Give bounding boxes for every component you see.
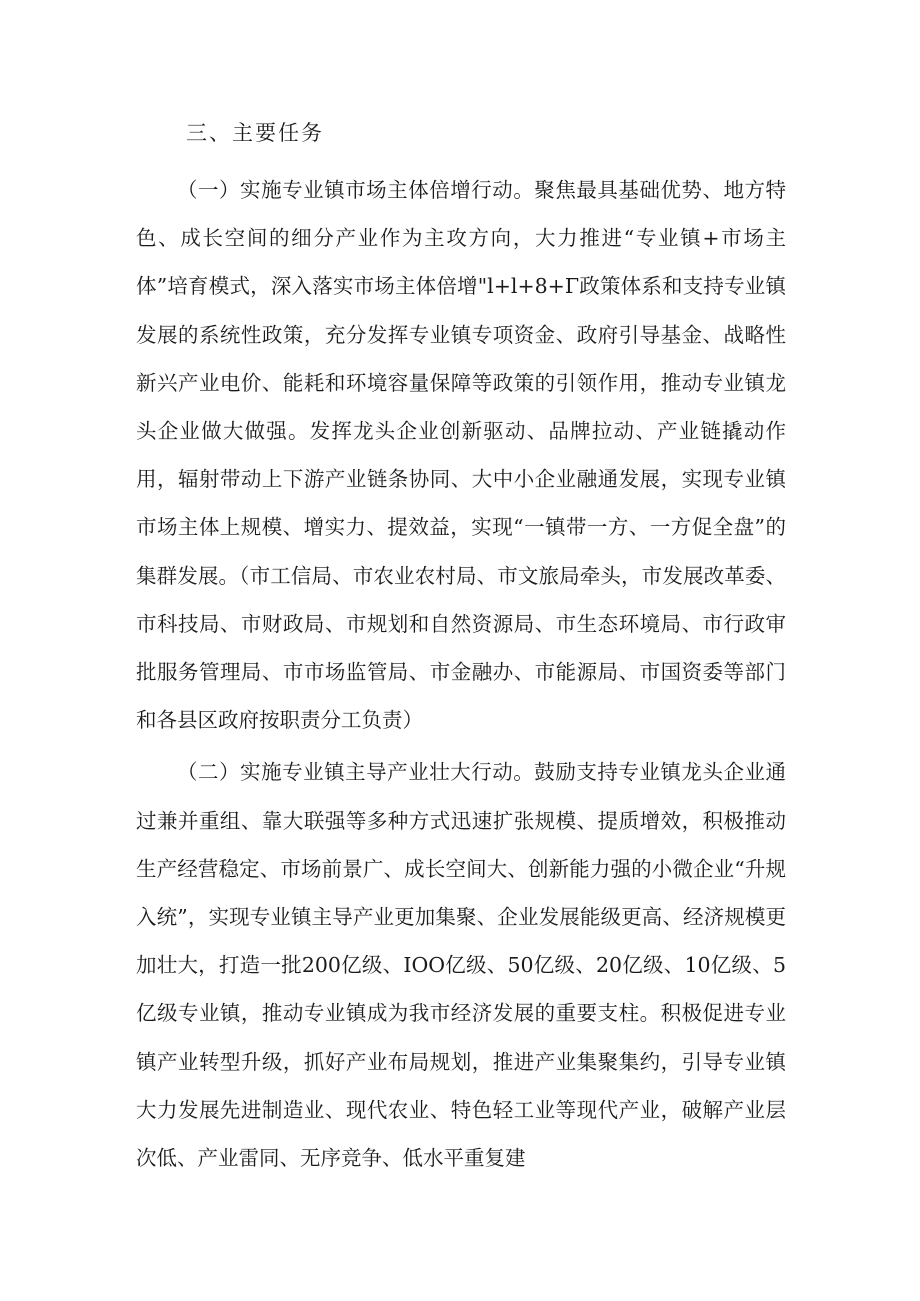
paragraph-1: （一）实施专业镇市场主体倍增行动。聚焦最具基础优势、地方特色、成长空间的细分产业作为主攻方向，大力推进“专业镇+市场主体”培育模式，深入落实市场主体倍增"l+l+8+Γ政策体系和支持专业镇发展的系统性政策，充分发挥专业镇专项资金、政府引导基金、战略性新兴产业电价、能耗和环境容量保障等政策的引领作用，推动专业镇龙头企业做大做强。发挥龙头企业创新驱动、品牌拉动、产业链撬动作用，辐射带动上下游产业链条协同、大中小企业融通发展，实现专业镇市场主体上规模、增实力、提效益，实现“一镇带一方、一方促全盘”的集群发展。（市工信局、市农业农村局、市文旅局牵头，市发展改革委、市科技局、市财政局、市规划和自然资源局、市生态环境局、市行政审批服务管理局、市市场监管局、市金融办、市能源局、市国资委等部门和各县区政府按职责分工负责） [136,178,786,733]
section-heading: 三、主要任务 [186,121,324,145]
body-text [136,166,786,1186]
paragraph-2: （二）实施专业镇主导产业壮大行动。鼓励支持专业镇龙头企业通过兼并重组、靠大联强等多种方式迅速扩张规模、提质增效，积极推动生产经营稳定、市场前景广、成长空间大、创新能力强的小微企业“升规入统”，实现专业镇主导产业更加集聚、企业发展能级更高、经济规模更加壮大，打造一批200亿级、IOO亿级、50亿级、20亿级、10亿级、5亿级专业镇，推动专业镇成为我市经济发展的重要支柱。积极促进专业镇产业转型升级，抓好产业布局规划，推进产业集聚集约，引导专业镇大力发展先进制造业、现代农业、特色轻工业等现代产业，破解产业层次低、产业雷同、无序竞争、低水平重复建 [136,760,786,1171]
